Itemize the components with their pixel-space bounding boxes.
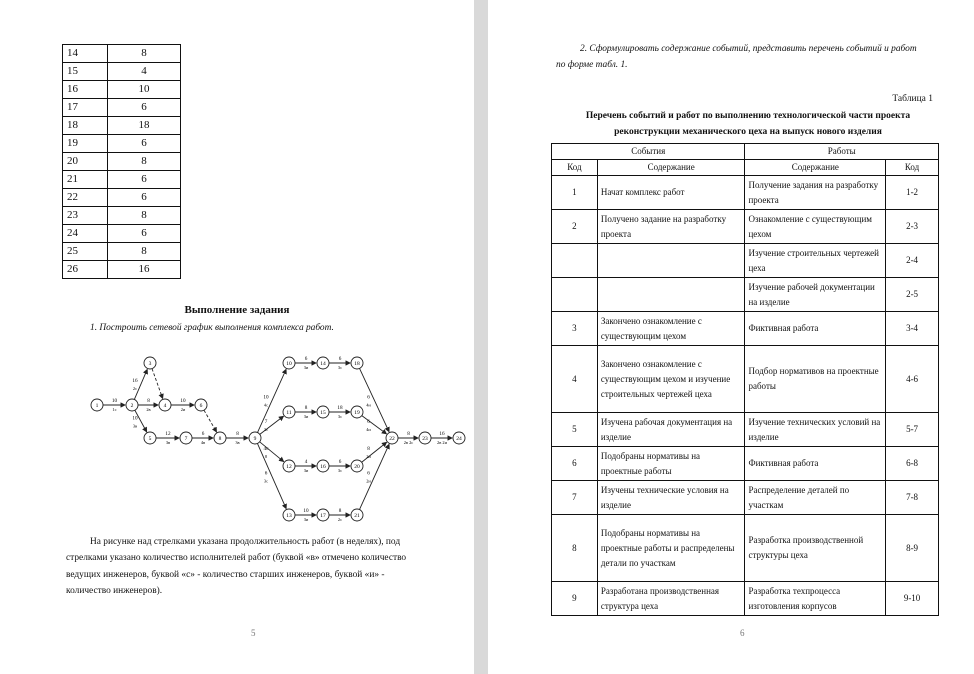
row-number: 21	[63, 171, 108, 189]
task-2-line-1: 2. Сформулировать содержание событий, представить перечень событий и работ	[580, 44, 917, 54]
table-row	[552, 413, 939, 447]
network-node	[180, 432, 192, 444]
work-code: 6-8	[886, 447, 939, 481]
task-1: 1. Построить сетевой график выполнения комплекса работ.	[90, 323, 334, 333]
node-label: 24	[456, 436, 462, 442]
node-label: 22	[389, 436, 395, 442]
edge-duration-label: 10	[111, 398, 118, 404]
event-content: Разработана производственная структура цеха	[597, 582, 745, 616]
values-table	[62, 44, 181, 279]
work-content: Ознакомление с существующим цехом	[745, 210, 886, 244]
event-code	[552, 244, 598, 278]
work-code: 4-6	[886, 346, 939, 413]
paragraph-line-2: стрелками указано количество исполнителей работ (буквой «в» отмечено количество	[66, 553, 407, 563]
network-node	[317, 357, 329, 369]
network-node	[351, 406, 363, 418]
node-label: 9	[253, 436, 257, 442]
edge-crew-label: 2и	[366, 478, 371, 484]
work-code: 8-9	[886, 515, 939, 582]
node-label: 21	[354, 513, 360, 519]
edge-duration-label: 8	[147, 398, 150, 404]
edge-crew-label: 3и	[303, 414, 309, 419]
edge-duration-label: 16	[439, 431, 445, 437]
edge-duration-label: 8	[407, 431, 410, 437]
event-code: 8	[552, 515, 598, 582]
node-label: 11	[286, 410, 292, 416]
edge-duration-label: 12	[165, 431, 171, 437]
node-label: 15	[320, 410, 326, 416]
edge-duration-label: 8	[236, 431, 239, 437]
edge-crew-label: 2в	[146, 407, 151, 412]
row-value: 4	[108, 63, 181, 81]
event-code: 6	[552, 447, 598, 481]
table-row	[552, 481, 939, 515]
node-label: 17	[320, 513, 326, 519]
row-number: 14	[63, 45, 108, 63]
header-work-code: Код	[886, 160, 939, 176]
edge-crew-label: 3с	[337, 365, 343, 370]
page-6	[488, 0, 974, 674]
edge-18-22	[360, 368, 390, 431]
edge-crew-label: 8	[264, 454, 268, 459]
edge-crew-label: 4и	[366, 427, 371, 432]
table-row	[552, 447, 939, 481]
row-value: 8	[108, 243, 181, 261]
event-code: 7	[552, 481, 598, 515]
node-label: 8	[218, 436, 222, 442]
event-content: Изучены технические условия на изделие	[597, 481, 745, 515]
table-row	[63, 63, 181, 81]
table-row	[63, 171, 181, 189]
node-label: 23	[422, 436, 428, 442]
table-row	[552, 346, 939, 413]
row-value: 10	[108, 81, 181, 99]
network-node	[249, 432, 261, 444]
edge-duration-label: 10	[180, 398, 186, 404]
network-node	[351, 357, 363, 369]
edge-duration-label: 6	[367, 394, 370, 401]
work-code: 2-3	[886, 210, 939, 244]
table-row	[552, 312, 939, 346]
network-node	[126, 399, 138, 411]
work-content: Изучение строительных чертежей цеха	[745, 244, 886, 278]
row-number: 25	[63, 243, 108, 261]
event-content: Закончено ознакомление с существующим цехом и изучение строительных чертежей цеха	[597, 346, 745, 413]
edge-crew-label: 2и	[180, 407, 186, 412]
event-code: 1	[552, 176, 598, 210]
network-node	[214, 432, 226, 444]
table-row	[63, 99, 181, 117]
network-node	[419, 432, 431, 444]
edge-crew-label: 3в	[165, 440, 171, 445]
event-content	[597, 278, 745, 312]
edge-9-10	[257, 369, 286, 432]
node-label: 13	[286, 513, 292, 519]
edge-2-3	[134, 369, 147, 399]
edge-duration-label: 10	[263, 394, 269, 401]
event-content: Изучена рабочая документация на изделие	[597, 413, 745, 447]
edge-crew-label: 3с	[337, 468, 343, 473]
table-row	[552, 515, 939, 582]
network-node	[453, 432, 465, 444]
node-label: 1	[95, 403, 99, 409]
node-label: 18	[354, 361, 360, 367]
table-row	[552, 582, 939, 616]
work-code: 2-5	[886, 278, 939, 312]
edge-crew-label: 2с	[337, 517, 343, 522]
edge-crew-label: 3с	[337, 414, 343, 419]
work-content: Фиктивная работа	[745, 312, 886, 346]
work-code: 1-2	[886, 176, 939, 210]
row-number: 16	[63, 81, 108, 99]
work-code: 9-10	[886, 582, 939, 616]
event-code: 9	[552, 582, 598, 616]
edge-duration-label: 6	[338, 356, 342, 362]
event-content: Подобраны нормативы на проектные работы и распределены детали по участкам	[597, 515, 745, 582]
network-node	[195, 399, 207, 411]
header-events: События	[552, 144, 745, 160]
event-content: Подобраны нормативы на проектные работы	[597, 447, 745, 481]
row-value: 8	[108, 207, 181, 225]
work-content: Подбор нормативов на проектные работы	[745, 346, 886, 413]
edge-duration-label: 6	[367, 419, 370, 425]
edge-duration-label: 16	[132, 378, 138, 384]
row-number: 15	[63, 63, 108, 81]
row-value: 8	[108, 45, 181, 63]
edge-9-13	[257, 443, 286, 508]
node-label: 14	[320, 361, 326, 367]
work-content: Изучение технических условий на изделие	[745, 413, 886, 447]
network-node	[317, 460, 329, 472]
edge-duration-label: 6	[367, 470, 370, 477]
edge-crew-label: 2с	[132, 386, 138, 391]
event-code	[552, 278, 598, 312]
edge-duration-label: 4с	[263, 446, 269, 452]
network-node	[351, 460, 363, 472]
work-content: Получение задания на разработку проекта	[745, 176, 886, 210]
edge-21-22	[359, 444, 389, 509]
edge-crew-label: 4в	[200, 440, 206, 445]
edge-duration-label: 6	[338, 459, 342, 465]
row-number: 17	[63, 99, 108, 117]
edge-crew-label: 3с	[263, 427, 269, 432]
node-label: 10	[286, 361, 292, 367]
event-content: Закончено ознакомление с существующим цехом	[597, 312, 745, 346]
edge-duration-label: 6	[304, 356, 308, 362]
work-content: Распределение деталей по участкам	[745, 481, 886, 515]
network-node	[91, 399, 103, 411]
event-code: 5	[552, 413, 598, 447]
node-label: 12	[286, 464, 292, 470]
row-value: 6	[108, 225, 181, 243]
event-code: 3	[552, 312, 598, 346]
edge-crew-label: 3в	[235, 440, 240, 445]
network-node	[283, 357, 295, 369]
row-value: 16	[108, 261, 181, 279]
row-number: 24	[63, 225, 108, 243]
work-content: Разработка техпроцесса изготовления корпусов	[745, 582, 886, 616]
row-number: 22	[63, 189, 108, 207]
edge-crew-label: 2и	[366, 454, 371, 459]
edge-duration-label: 6	[201, 431, 205, 437]
edge-duration-label: 10	[303, 508, 309, 514]
dummy-edge-6-8	[204, 410, 217, 432]
edge-crew-label: 3и	[303, 365, 309, 370]
work-code: 7-8	[886, 481, 939, 515]
row-value: 6	[108, 171, 181, 189]
table-caption-line-1: Перечень событий и работ по выполнению технологической части проекта	[585, 111, 911, 121]
event-content: Получено задание на разработку проекта	[597, 210, 745, 244]
work-code: 2-4	[886, 244, 939, 278]
row-number: 26	[63, 261, 108, 279]
row-value: 18	[108, 117, 181, 135]
header-event-code: Код	[552, 160, 598, 176]
node-label: 3	[148, 361, 152, 367]
network-node	[351, 509, 363, 521]
node-label: 5	[148, 436, 152, 442]
table-caption-line-2: реконструкции механического цеха на выпуск нового изделия	[614, 127, 882, 137]
edge-duration-label: 7	[264, 419, 268, 425]
node-label: 7	[184, 436, 188, 442]
work-content: Разработка производственной структуры цеха	[745, 515, 886, 582]
page-number: 6	[740, 628, 745, 638]
edge-crew-label: 2в 2с	[403, 440, 414, 445]
event-content	[597, 244, 745, 278]
edge-duration-label: 18	[337, 405, 343, 411]
table-row	[552, 210, 939, 244]
row-number: 20	[63, 153, 108, 171]
node-label: 16	[320, 464, 326, 470]
edge-crew-label: 1с	[112, 407, 117, 412]
table-row	[552, 176, 939, 210]
table-row	[63, 117, 181, 135]
edge-duration-label: 4	[304, 459, 308, 465]
edge-duration-label: 6	[264, 470, 268, 477]
network-node	[283, 509, 295, 521]
table-row	[63, 261, 181, 279]
node-label: 6	[199, 403, 203, 409]
edge-crew-label: 4и	[366, 402, 371, 408]
table-row	[63, 45, 181, 63]
row-value: 6	[108, 135, 181, 153]
edge-crew-label: 3и	[303, 468, 309, 473]
edge-duration-label: 8	[367, 446, 370, 452]
edge-duration-label: 8	[338, 508, 342, 514]
page-number: 5	[251, 628, 256, 638]
work-code: 3-4	[886, 312, 939, 346]
edge-crew-label: 3и	[303, 517, 309, 522]
row-value: 8	[108, 153, 181, 171]
table-row	[63, 81, 181, 99]
table-row	[63, 135, 181, 153]
network-node	[386, 432, 398, 444]
network-node	[283, 406, 295, 418]
header-works: Работы	[745, 144, 939, 160]
event-code: 4	[552, 346, 598, 413]
network-graph	[85, 350, 474, 530]
task-2-line-2: по форме табл. 1.	[556, 60, 628, 70]
edge-duration-label: 10	[132, 415, 138, 422]
row-number: 19	[63, 135, 108, 153]
network-node	[283, 460, 295, 472]
dummy-edge-3-4	[152, 369, 163, 399]
edge-crew-label: 2в 2и	[437, 440, 447, 445]
table-label: Таблица 1	[892, 94, 933, 104]
work-content: Фиктивная работа	[745, 447, 886, 481]
paragraph-line-3: ведущих инженеров, буквой «с» - количество старших инженеров, буквой «и» -	[66, 570, 385, 580]
row-value: 6	[108, 189, 181, 207]
section-title: Выполнение задания	[184, 304, 290, 316]
node-label: 19	[354, 410, 360, 416]
table-row	[63, 189, 181, 207]
node-label: 4	[163, 403, 167, 409]
paragraph-line-1: На рисунке над стрелками указана продолжительность работ (в неделях), под	[90, 537, 401, 547]
table-row	[63, 153, 181, 171]
network-node	[144, 432, 156, 444]
node-label: 20	[354, 464, 360, 470]
paragraph-line-4: количество инженеров).	[66, 586, 163, 596]
edge-crew-label: 3с	[263, 478, 269, 484]
table-row	[552, 244, 939, 278]
page-5	[0, 0, 474, 674]
network-node	[159, 399, 171, 411]
table-row	[63, 207, 181, 225]
table-row	[552, 278, 939, 312]
events-works-table	[551, 143, 939, 616]
network-node	[317, 509, 329, 521]
row-value: 6	[108, 99, 181, 117]
network-node	[317, 406, 329, 418]
table-row	[63, 225, 181, 243]
edge-crew-label: 3в	[132, 423, 138, 429]
node-label: 2	[130, 403, 134, 409]
table-row	[63, 243, 181, 261]
page-gutter	[474, 0, 488, 674]
header-work-content: Содержание	[745, 160, 886, 176]
header-event-content: Содержание	[597, 160, 745, 176]
network-node	[144, 357, 156, 369]
event-code: 2	[552, 210, 598, 244]
edge-crew-label: 4с	[263, 402, 269, 408]
work-content: Изучение рабочей документации на изделие	[745, 278, 886, 312]
row-number: 18	[63, 117, 108, 135]
event-content: Начат комплекс работ	[597, 176, 745, 210]
work-code: 5-7	[886, 413, 939, 447]
edge-duration-label: 8	[304, 405, 308, 411]
row-number: 23	[63, 207, 108, 225]
